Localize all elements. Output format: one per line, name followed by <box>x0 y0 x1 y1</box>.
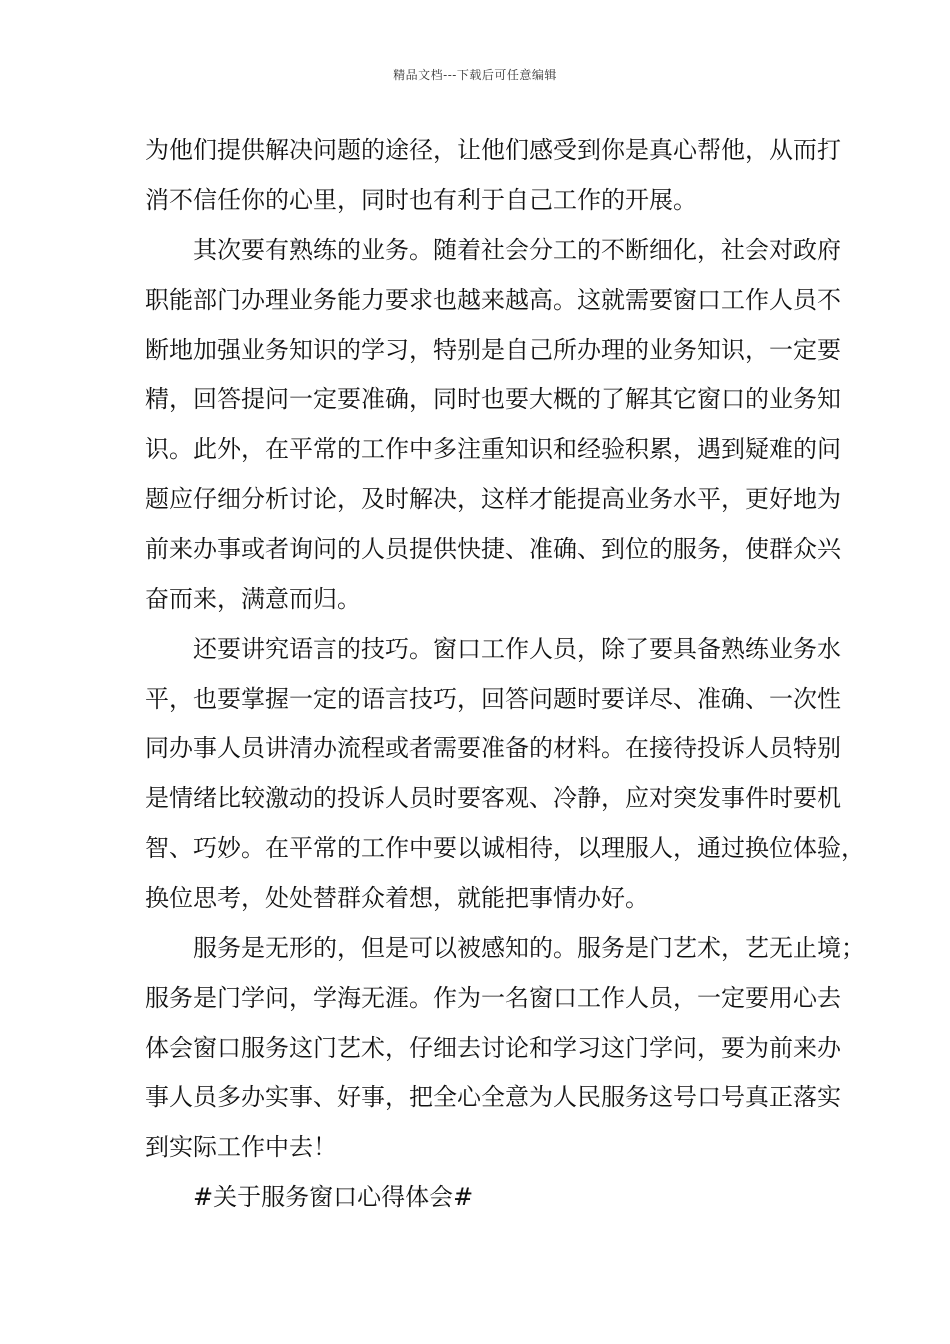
body-line: 体会窗口服务这门艺术，仔细去讨论和学习这门学问，要为前来办 <box>145 1034 841 1062</box>
body-line: 前来办事或者询问的人员提供快捷、准确、到位的服务，使群众兴 <box>145 535 841 563</box>
body-line: 换位思考，处处替群众着想，就能把事情办好。 <box>145 884 649 912</box>
body-line: 同办事人员讲清办流程或者需要准备的材料。在接待投诉人员特别 <box>145 734 841 762</box>
body-line: 到实际工作中去！ <box>145 1133 337 1161</box>
body-line: 断地加强业务知识的学习，特别是自己所办理的业务知识，一定要 <box>145 336 841 364</box>
body-line: 事人员多办实事、好事，把全心全意为人民服务这号口号真正落实 <box>145 1083 841 1111</box>
body-line: 精，回答提问一定要准确，同时也要大概的了解其它窗口的业务知 <box>145 385 841 413</box>
body-line: 智、巧妙。在平常的工作中要以诚相待，以理服人，通过换位体验， <box>145 834 865 862</box>
body-line: 为他们提供解决问题的途径，让他们感受到你是真心帮他，从而打 <box>145 136 841 164</box>
body-line: #关于服务窗口心得体会# <box>145 1183 474 1211</box>
body-line: 是情绪比较激动的投诉人员时要客观、冷静，应对突发事件时要机 <box>145 784 841 812</box>
body-line: 消不信任你的心里，同时也有利于自己工作的开展。 <box>145 186 697 214</box>
body-line: 题应仔细分析讨论，及时解决，这样才能提高业务水平，更好地为 <box>145 485 841 513</box>
body-line: 奋而来，满意而归。 <box>145 585 361 613</box>
body-line: 识。此外，在平常的工作中多注重知识和经验积累，遇到疑难的问 <box>145 435 841 463</box>
body-line: 服务是无形的，但是可以被感知的。服务是门艺术，艺无止境； <box>145 934 865 962</box>
body-line: 服务是门学问，学海无涯。作为一名窗口工作人员，一定要用心去 <box>145 984 841 1012</box>
body-line: 职能部门办理业务能力要求也越来越高。这就需要窗口工作人员不 <box>145 286 841 314</box>
page-header: 精品文档---下载后可任意编辑 <box>393 68 557 82</box>
body-line: 其次要有熟练的业务。随着社会分工的不断细化，社会对政府 <box>145 236 841 264</box>
body-line: 还要讲究语言的技巧。窗口工作人员，除了要具备熟练业务水 <box>145 635 841 663</box>
body-line: 平，也要掌握一定的语言技巧，回答问题时要详尽、准确、一次性 <box>145 685 841 713</box>
